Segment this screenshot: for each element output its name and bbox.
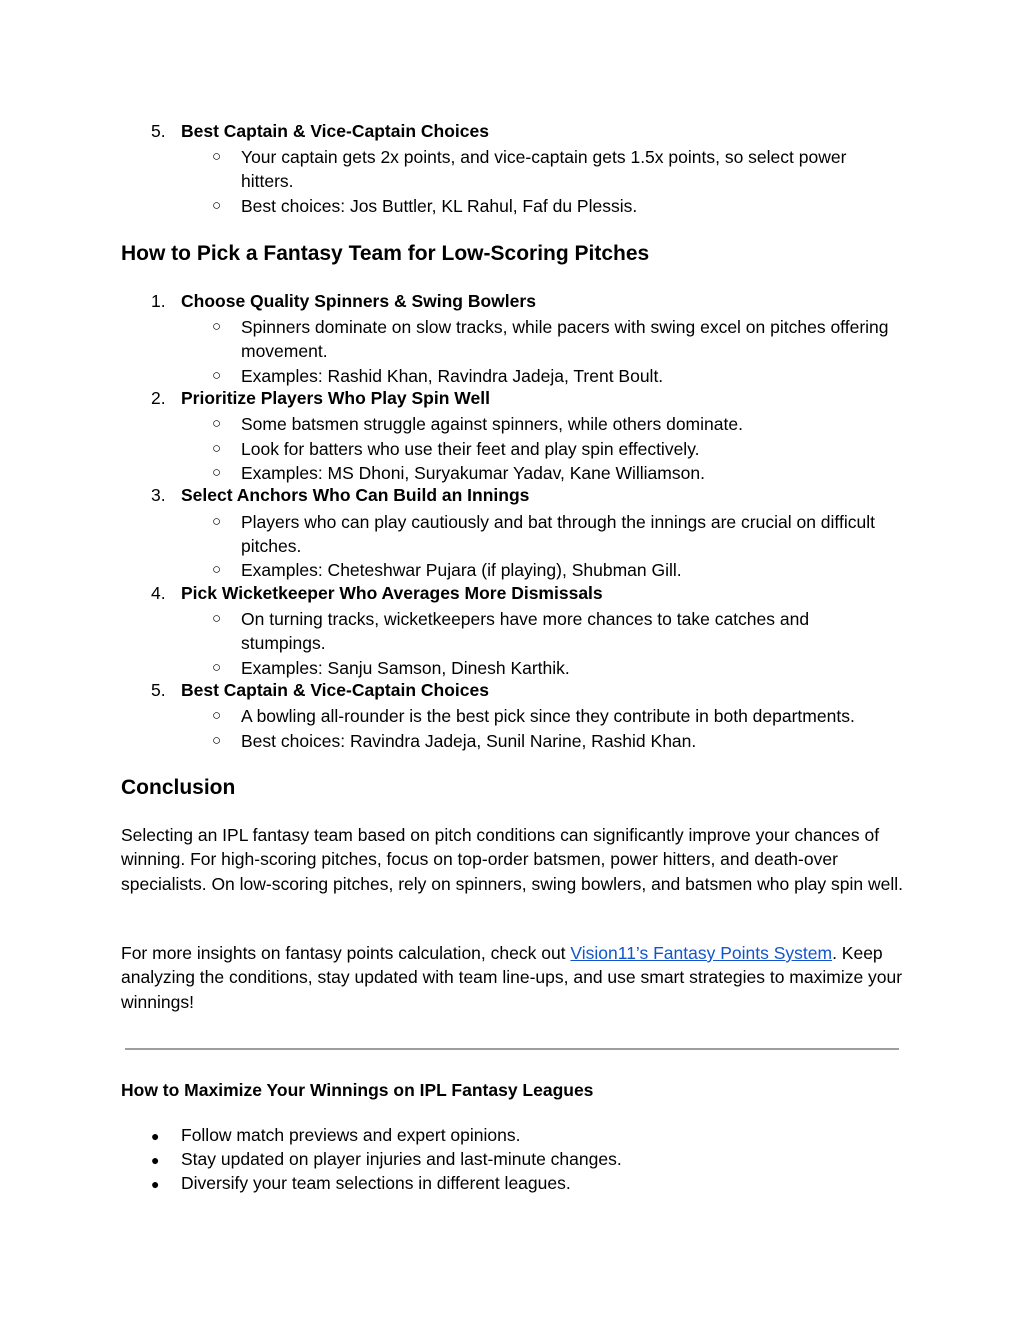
circle-bullet-icon: ○: [212, 367, 222, 384]
conclusion-paragraph: Selecting an IPL fantasy team based on pitch conditions can significantly improve your chances of winning. For high-scoring pitches, focus on top-order batsmen, power hitters, and death-over specialists. On low-scoring pitches, rely on spinners, swing bowlers, and batsmen who play spin well.: [121, 825, 904, 894]
sub-bullet: [212, 510, 892, 559]
list-number: 4.: [151, 583, 166, 603]
circle-bullet-icon: ○: [212, 610, 222, 627]
bullet-item: [151, 1149, 622, 1170]
sub-bullet: [212, 729, 892, 753]
list-item-title: Prioritize Players Who Play Spin Well: [181, 388, 490, 408]
list-item-title: Best Captain & Vice-Captain Choices: [181, 680, 489, 700]
sub-bullet-text: Best choices: Jos Buttler, KL Rahul, Faf du Plessis.: [241, 196, 638, 216]
list-item-low-2: [151, 388, 490, 409]
dot-bullet-icon: ●: [151, 1152, 160, 1168]
sub-bullet: [212, 656, 892, 680]
dot-bullet-icon: ●: [151, 1176, 160, 1192]
circle-bullet-icon: ○: [212, 440, 222, 457]
bullet-text: Stay updated on player injuries and last-minute changes.: [181, 1149, 622, 1169]
list-item-low-1: [151, 291, 536, 312]
sub-bullet-text: Spinners dominate on slow tracks, while pacers with swing excel on pitches offering movement.: [241, 317, 889, 362]
conclusion-paragraph-links: [121, 941, 911, 1014]
list-number: 5.: [151, 680, 166, 700]
sub-bullet-text: Some batsmen struggle against spinners, while others dominate.: [241, 414, 743, 434]
sub-bullet-text: Examples: Sanju Samson, Dinesh Karthik.: [241, 658, 570, 678]
sub-bullet-text: Examples: Rashid Khan, Ravindra Jadeja, Trent Boult.: [241, 366, 664, 386]
bullet-item: [151, 1173, 571, 1194]
sub-bullet: [212, 194, 892, 218]
horizontal-divider: [125, 1048, 899, 1050]
circle-bullet-icon: ○: [212, 561, 222, 578]
sub-bullet-text: Examples: MS Dhoni, Suryakumar Yadav, Kane Williamson.: [241, 463, 705, 483]
dot-bullet-icon: ●: [151, 1128, 160, 1144]
list-item-title: Select Anchors Who Can Build an Innings: [181, 485, 530, 505]
circle-bullet-icon: ○: [212, 415, 222, 432]
sub-bullet: [212, 558, 892, 582]
list-number: 1.: [151, 291, 166, 311]
sub-bullet: [212, 607, 892, 656]
sub-bullet: [212, 461, 892, 485]
sub-bullet: [212, 145, 892, 194]
circle-bullet-icon: ○: [212, 659, 222, 676]
sub-bullet-text: Best choices: Ravindra Jadeja, Sunil Narine, Rashid Khan.: [241, 731, 697, 751]
circle-bullet-icon: ○: [212, 318, 222, 335]
sub-bullet: [212, 412, 892, 436]
section-heading-maximize: How to Maximize Your Winnings on IPL Fantasy Leagues: [121, 1080, 594, 1100]
list-item-title: Choose Quality Spinners & Swing Bowlers: [181, 291, 536, 311]
list-number: 2.: [151, 388, 166, 408]
bullet-item: [151, 1125, 520, 1146]
sub-bullet-text: On turning tracks, wicketkeepers have more chances to take catches and stumpings.: [241, 609, 810, 654]
circle-bullet-icon: ○: [212, 513, 222, 530]
circle-bullet-icon: ○: [212, 464, 222, 481]
list-item-low-4: [151, 583, 603, 604]
list-item-title: Pick Wicketkeeper Who Averages More Dismissals: [181, 583, 603, 603]
bullet-text: Diversify your team selections in different leagues.: [181, 1173, 571, 1193]
sub-bullet-text: Your captain gets 2x points, and vice-captain gets 1.5x points, so select power hitters.: [241, 147, 847, 192]
sub-bullet-text: Look for batters who use their feet and play spin effectively.: [241, 439, 700, 459]
list-number: 3.: [151, 485, 166, 505]
sub-bullet-text: Examples: Cheteshwar Pujara (if playing), Shubman Gill.: [241, 560, 682, 580]
list-item-title: Best Captain & Vice-Captain Choices: [181, 121, 489, 141]
sub-bullet: [212, 315, 892, 364]
list-number: 5.: [151, 121, 166, 141]
circle-bullet-icon: ○: [212, 197, 222, 214]
sub-bullet: [212, 437, 892, 461]
circle-bullet-icon: ○: [212, 148, 222, 165]
bullet-text: Follow match previews and expert opinions.: [181, 1125, 521, 1145]
paragraph-text: For more insights on fantasy points calculation, check out: [121, 943, 571, 963]
paragraph-text: . Keep analyzing the conditions, stay updated with team line-ups, and use smart strategies to maximize your winnings!: [121, 943, 903, 1012]
section-heading-low-scoring: How to Pick a Fantasy Team for Low-Scoring Pitches: [121, 242, 650, 265]
sub-bullet: [212, 704, 892, 728]
circle-bullet-icon: ○: [212, 707, 222, 724]
sub-bullet-text: Players who can play cautiously and bat through the innings are crucial on difficult pitches.: [241, 512, 875, 557]
sub-bullet: [212, 364, 892, 388]
list-item-low-5: [151, 680, 489, 701]
circle-bullet-icon: ○: [212, 732, 222, 749]
fantasy-points-system-link[interactable]: Vision11’s Fantasy Points System: [570, 943, 833, 963]
sub-bullet-text: A bowling all-rounder is the best pick since they contribute in both departments.: [241, 706, 855, 726]
list-item-low-3: [151, 485, 529, 506]
section-heading-conclusion: Conclusion: [121, 776, 236, 799]
list-item-high-5: [151, 121, 489, 142]
